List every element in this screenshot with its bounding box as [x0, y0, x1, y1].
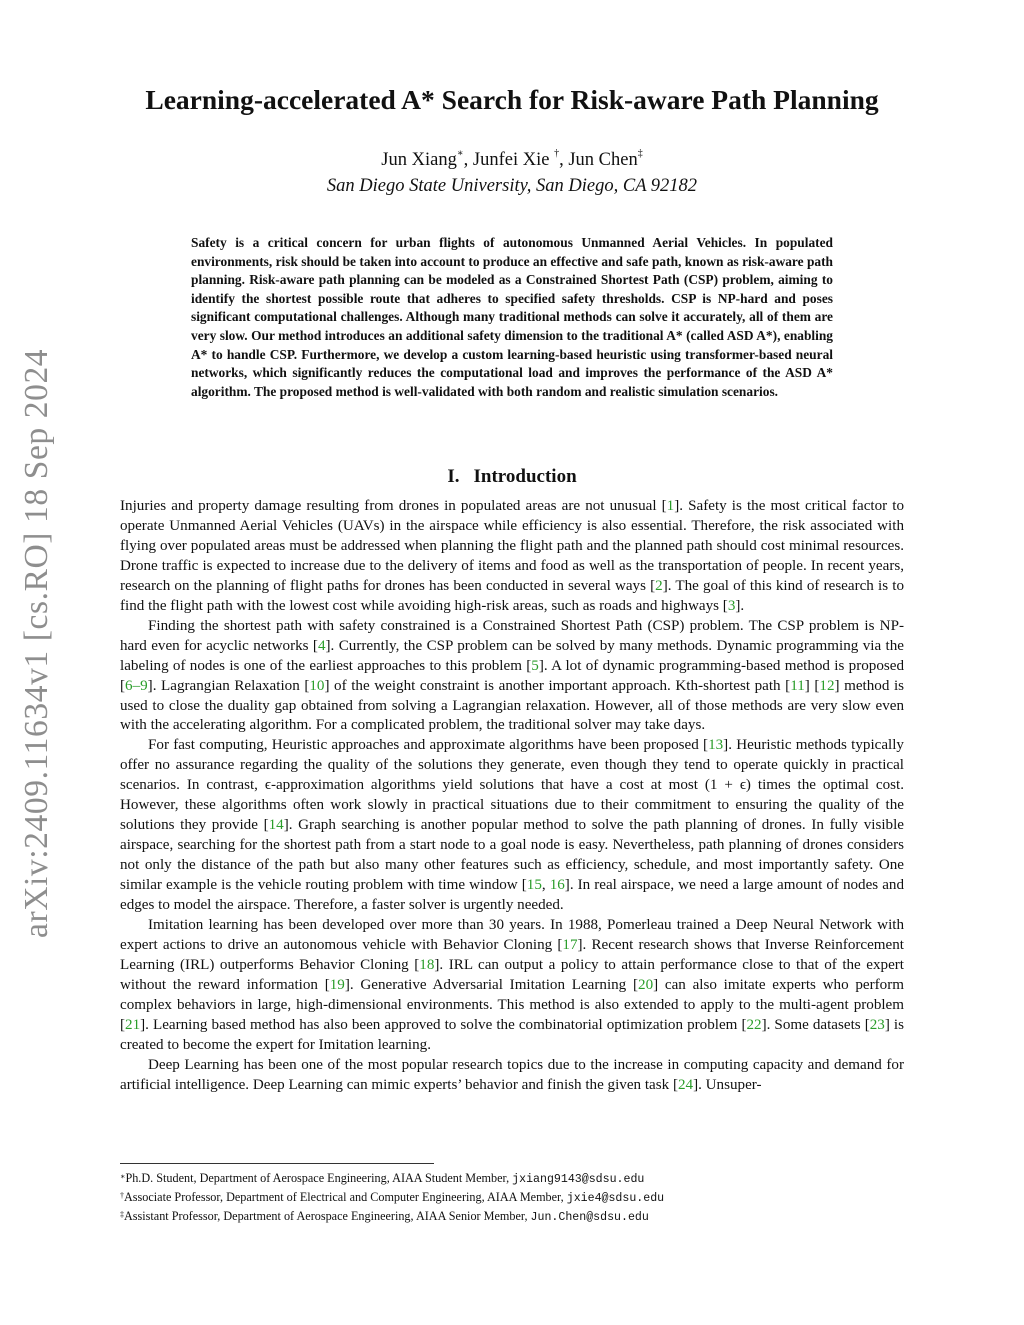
email-link[interactable]: Jun.Chen@sdsu.edu: [530, 1210, 649, 1224]
section-title: Introduction: [473, 466, 577, 487]
footnote-text: Assistant Professor, Department of Aerospace Engineering, AIAA Senior Member,: [124, 1208, 531, 1223]
text-run: ]. Graph searching is another popular method to solve the path planning of drones. In fully visible airspace, searching for the shortest path from a start node to a goal node is easy. Nevertheless, path planning of drones considers not only the distance of the path but also many other features such as efficiency, schedule, and most importantly safety. One similar example is the vehicle routing problem with time window [: [120, 817, 904, 894]
text-run: ,: [541, 877, 550, 894]
paragraph: [120, 617, 904, 737]
paragraph: [120, 736, 904, 916]
footnote-mark: ‡: [120, 1209, 124, 1219]
text-run: ]. Recent research shows that Inverse Reinforcement Learning (IRL) outperforms Behavior Cloning [: [120, 936, 904, 973]
text-run: ]. The goal of this kind of research is to find the flight path with the lowest cost while avoiding high-risk areas, such as roads and highways [: [120, 577, 904, 614]
text-run: ]. A lot of dynamic programming-based method is proposed [: [120, 657, 904, 694]
footnotes: [120, 1170, 904, 1226]
text-run: ] [: [804, 677, 820, 694]
author-name: Junfei Xie: [472, 150, 550, 170]
text-run: ]. Some datasets [: [761, 1016, 870, 1033]
text-run: ] can also imitate experts who perform complex behaviors in large, high-dimensional environments. This method is also extended to apply to the multi-agent problem [: [120, 976, 904, 1033]
citation-link[interactable]: 6–9: [125, 677, 148, 694]
text-run: Imitation learning has been developed over more than 30 years. In 1988, Pomerleau trained a Deep Neural Network with expert actions to drive an autonomous vehicle with Behavior Cloning [: [120, 917, 904, 953]
footnote: [120, 1189, 904, 1208]
footnote-mark: †: [120, 1190, 124, 1200]
citation-link[interactable]: 24: [677, 1076, 694, 1093]
citation-link[interactable]: 12: [819, 677, 835, 694]
citation-link[interactable]: 10: [309, 677, 325, 694]
section-number: I.: [447, 466, 460, 487]
author-name: Jun Xiang: [381, 150, 457, 170]
author-mark: ‡: [637, 148, 643, 159]
text-run: ]. Currently, the CSP problem can be solved by many methods. Dynamic programming via the labeling of nodes is one of the earliest approaches to this problem [: [120, 637, 904, 674]
affiliation: San Diego State University, San Diego, CA 92182: [326, 176, 698, 196]
paragraph: [120, 497, 904, 617]
body-text: [120, 497, 904, 1096]
text-run: ].: [735, 597, 745, 614]
footnote-text: Associate Professor, Department of Electrical and Computer Engineering, AIAA Member,: [124, 1189, 567, 1204]
text-run: ]. In real airspace, we need a large amount of nodes and edges to model the airspace. Therefore, a faster solver is urgently needed.: [120, 877, 905, 914]
citation-link[interactable]: 14: [268, 817, 284, 834]
text-run: Injuries and property damage resulting from drones in populated areas are not unusual [: [120, 498, 667, 514]
text-run: ]. Safety is the most critical factor to operate Unmanned Aerial Vehicles (UAVs) in the airspace while efficiency is also essential. Therefore, the risk associated with flying over populated areas must be addressed when planning the flight path and the planned path should cost minimal resources. Drone traffic is expected to increase due to the delivery of items and food as well as the transportation of people. In recent years, research on the planning of flight paths for drones has been conducted in several ways [: [120, 498, 904, 594]
footnote-mark: ∗: [120, 1172, 126, 1181]
author-separator: ,: [559, 150, 569, 170]
citation-link[interactable]: 17: [562, 936, 578, 953]
text-run: ]. Learning based method has also been approved to solve the combinatorial optimization problem [: [140, 1016, 747, 1033]
citation-link[interactable]: 15: [526, 877, 542, 894]
citation-link[interactable]: 3: [727, 597, 736, 614]
citation-link[interactable]: 20: [638, 976, 654, 993]
text-run: ] is created to become the expert for Imitation learning.: [120, 1016, 904, 1053]
footnote-divider: [120, 1163, 434, 1164]
citation-link[interactable]: 23: [869, 1016, 885, 1033]
author-name: Jun Chen: [568, 150, 638, 170]
author-mark: ∗: [456, 148, 464, 159]
text-run: ]. IRL can output a policy to attain performance close to that of the expert without the reward information [: [120, 956, 905, 993]
text-run: ] of the weight constraint is another important approach. Kth-shortest path [: [324, 677, 791, 694]
citation-link[interactable]: 11: [790, 677, 805, 694]
citation-link[interactable]: 21: [125, 1016, 141, 1033]
author-separator: ,: [463, 150, 473, 170]
citation-link[interactable]: 22: [746, 1016, 762, 1033]
author-list: [110, 150, 914, 171]
footnote: [120, 1208, 904, 1227]
text-run: ]. Generative Adversarial Imitation Learning [: [344, 976, 639, 993]
author-mark: †: [554, 148, 560, 159]
citation-link[interactable]: 19: [329, 976, 345, 993]
arxiv-identifier-stamp: arXiv:2409.11634v1 [cs.RO] 18 Sep 2024: [18, 348, 55, 938]
text-run: ]. Lagrangian Relaxation [: [147, 677, 310, 694]
citation-link[interactable]: 5: [531, 657, 539, 674]
citation-link[interactable]: 16: [549, 877, 565, 894]
abstract: Safety is a critical concern for urban flights of autonomous Unmanned Aerial Vehicles. In populated environments, risk should be taken into account to produce an effective and safe path, known as risk-aware path planning. Risk-aware path planning can be modeled as a Constrained Shortest Path (CSP) problem, aiming to identify the shortest possible route that adheres to specified safety thresholds. CSP is NP-hard and poses significant computational challenges. Although many traditional methods can solve it accurately, all of them are very slow. Our method introduces an additional safety dimension to the traditional A* (called ASD A*), enabling A* to handle CSP. Furthermore, we develop a custom learning-based heuristic using transformer-based neural networks, which significantly reduces the computational load and improves the performance of the ASD A* algorithm. The proposed method is well-validated with both random and realistic simulation scenarios.: [191, 235, 833, 399]
citation-link[interactable]: 13: [708, 737, 724, 754]
text-run: ] method is used to close the duality gap obtained from solving a Lagrangian relaxation. However, all of those methods are very slow even with the accelerating algorithm. For a complicated problem, the traditional solver may take days.: [120, 677, 905, 734]
text-run: For fast computing, Heuristic approaches and approximate algorithms have been proposed [: [148, 737, 709, 754]
text-run: ]. Unsuper-: [693, 1076, 762, 1093]
citation-link[interactable]: 18: [419, 956, 435, 973]
paper-title: Learning-accelerated A* Search for Risk-aware Path Planning: [145, 84, 879, 115]
paragraph: [120, 916, 904, 1056]
citation-link[interactable]: 2: [655, 577, 663, 594]
text-run: Deep Learning has been one of the most popular research topics due to the increase in computing capacity and demand for artificial intelligence. Deep Learning can mimic experts’ behavior and finish the given task [: [120, 1056, 904, 1093]
text-run: Finding the shortest path with safety constrained is a Constrained Shortest Path (CSP) problem. The CSP problem is NP-hard even for acyclic networks [: [120, 617, 904, 654]
email-link[interactable]: jxiang9143@sdsu.edu: [512, 1173, 645, 1186]
section-heading: [110, 466, 914, 488]
footnote-text: Ph.D. Student, Department of Aerospace Engineering, AIAA Student Member,: [125, 1171, 513, 1185]
text-run: ]. Heuristic methods typically offer no assurance regarding the quality of the solutions they generate, even though they tend to operate quickly in practical scenarios. In contrast, ϵ-approximation algorithms yield solutions that have a cost at most (1 + ϵ) times the optimal cost. However, these algorithms often work slowly in practical situations due to their commitment to ensuring the quality of the solutions they provide [: [120, 737, 904, 834]
citation-link[interactable]: 1: [666, 498, 675, 514]
email-link[interactable]: jxie4@sdsu.edu: [566, 1191, 665, 1205]
citation-link[interactable]: 4: [317, 637, 326, 654]
footnote: [120, 1170, 904, 1189]
paragraph: [120, 1056, 904, 1096]
